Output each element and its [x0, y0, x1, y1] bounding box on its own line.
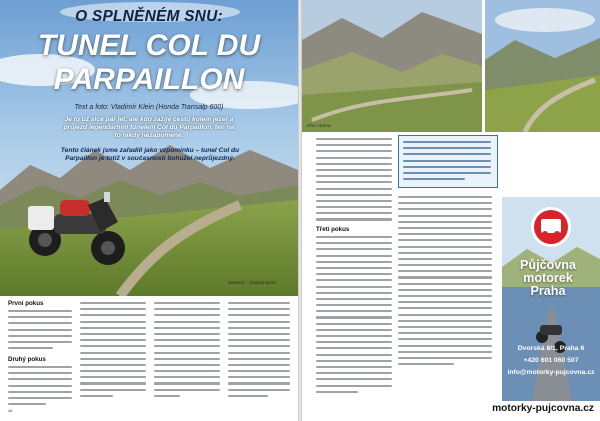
section-heading-third-attempt: Třetí pokus [316, 226, 350, 233]
photo-caption-left: Severní – známý tunel [228, 281, 276, 286]
article-title-line2: PARPAILLON [53, 63, 245, 96]
info-box-text [403, 141, 491, 184]
rental-advertisement[interactable] [502, 197, 600, 401]
article-credit: Text a foto: Vladimír Klein (Honda Transalp 600) [74, 104, 224, 111]
article-text-block [398, 196, 492, 369]
article-text-block [80, 302, 146, 401]
valley-photo [302, 0, 482, 132]
article-lead-highlight: Tento článek jsme zařadili jako vzpomínku – tunel Col du Parpaillon je totiž v současnosti bohužel neprůjezdný. [60, 147, 240, 163]
article-text-block [8, 366, 72, 409]
info-box [398, 135, 498, 188]
article-text-block [316, 138, 392, 225]
article-text-block [316, 236, 392, 397]
article-text-block [8, 310, 72, 353]
article-text-block [154, 302, 220, 401]
photo-caption-right: Jižní strana [306, 124, 331, 129]
pass-photo [485, 0, 600, 132]
article-lead: Je to už sice pár let, ale kdo zažije cestu kolem jezer a průjezd legendárním tunelem Col du Parpaillon, ten na to nikdy nezapomene. [63, 116, 235, 140]
left-page [0, 0, 298, 421]
ad-email[interactable]: info@motorky-pujcovna.cz [507, 369, 595, 376]
page-number: 46 [8, 408, 13, 413]
article-kicker: O SPLNĚNÉM SNU: [75, 8, 223, 25]
section-heading-second-attempt: Druhý pokus [8, 356, 46, 363]
ad-phone: +420 601 060 507 [523, 357, 579, 364]
ad-website-url[interactable]: motorky-pujcovna.cz [492, 403, 594, 414]
article-text-block [228, 302, 290, 401]
ad-address: Dvorská 8/1, Praha 6 [517, 345, 585, 352]
article-title-line1: TUNEL COL DU [37, 29, 261, 62]
section-heading-first-attempt: První pokus [8, 300, 44, 307]
ad-title: Půjčovna motorek Praha [520, 258, 576, 298]
